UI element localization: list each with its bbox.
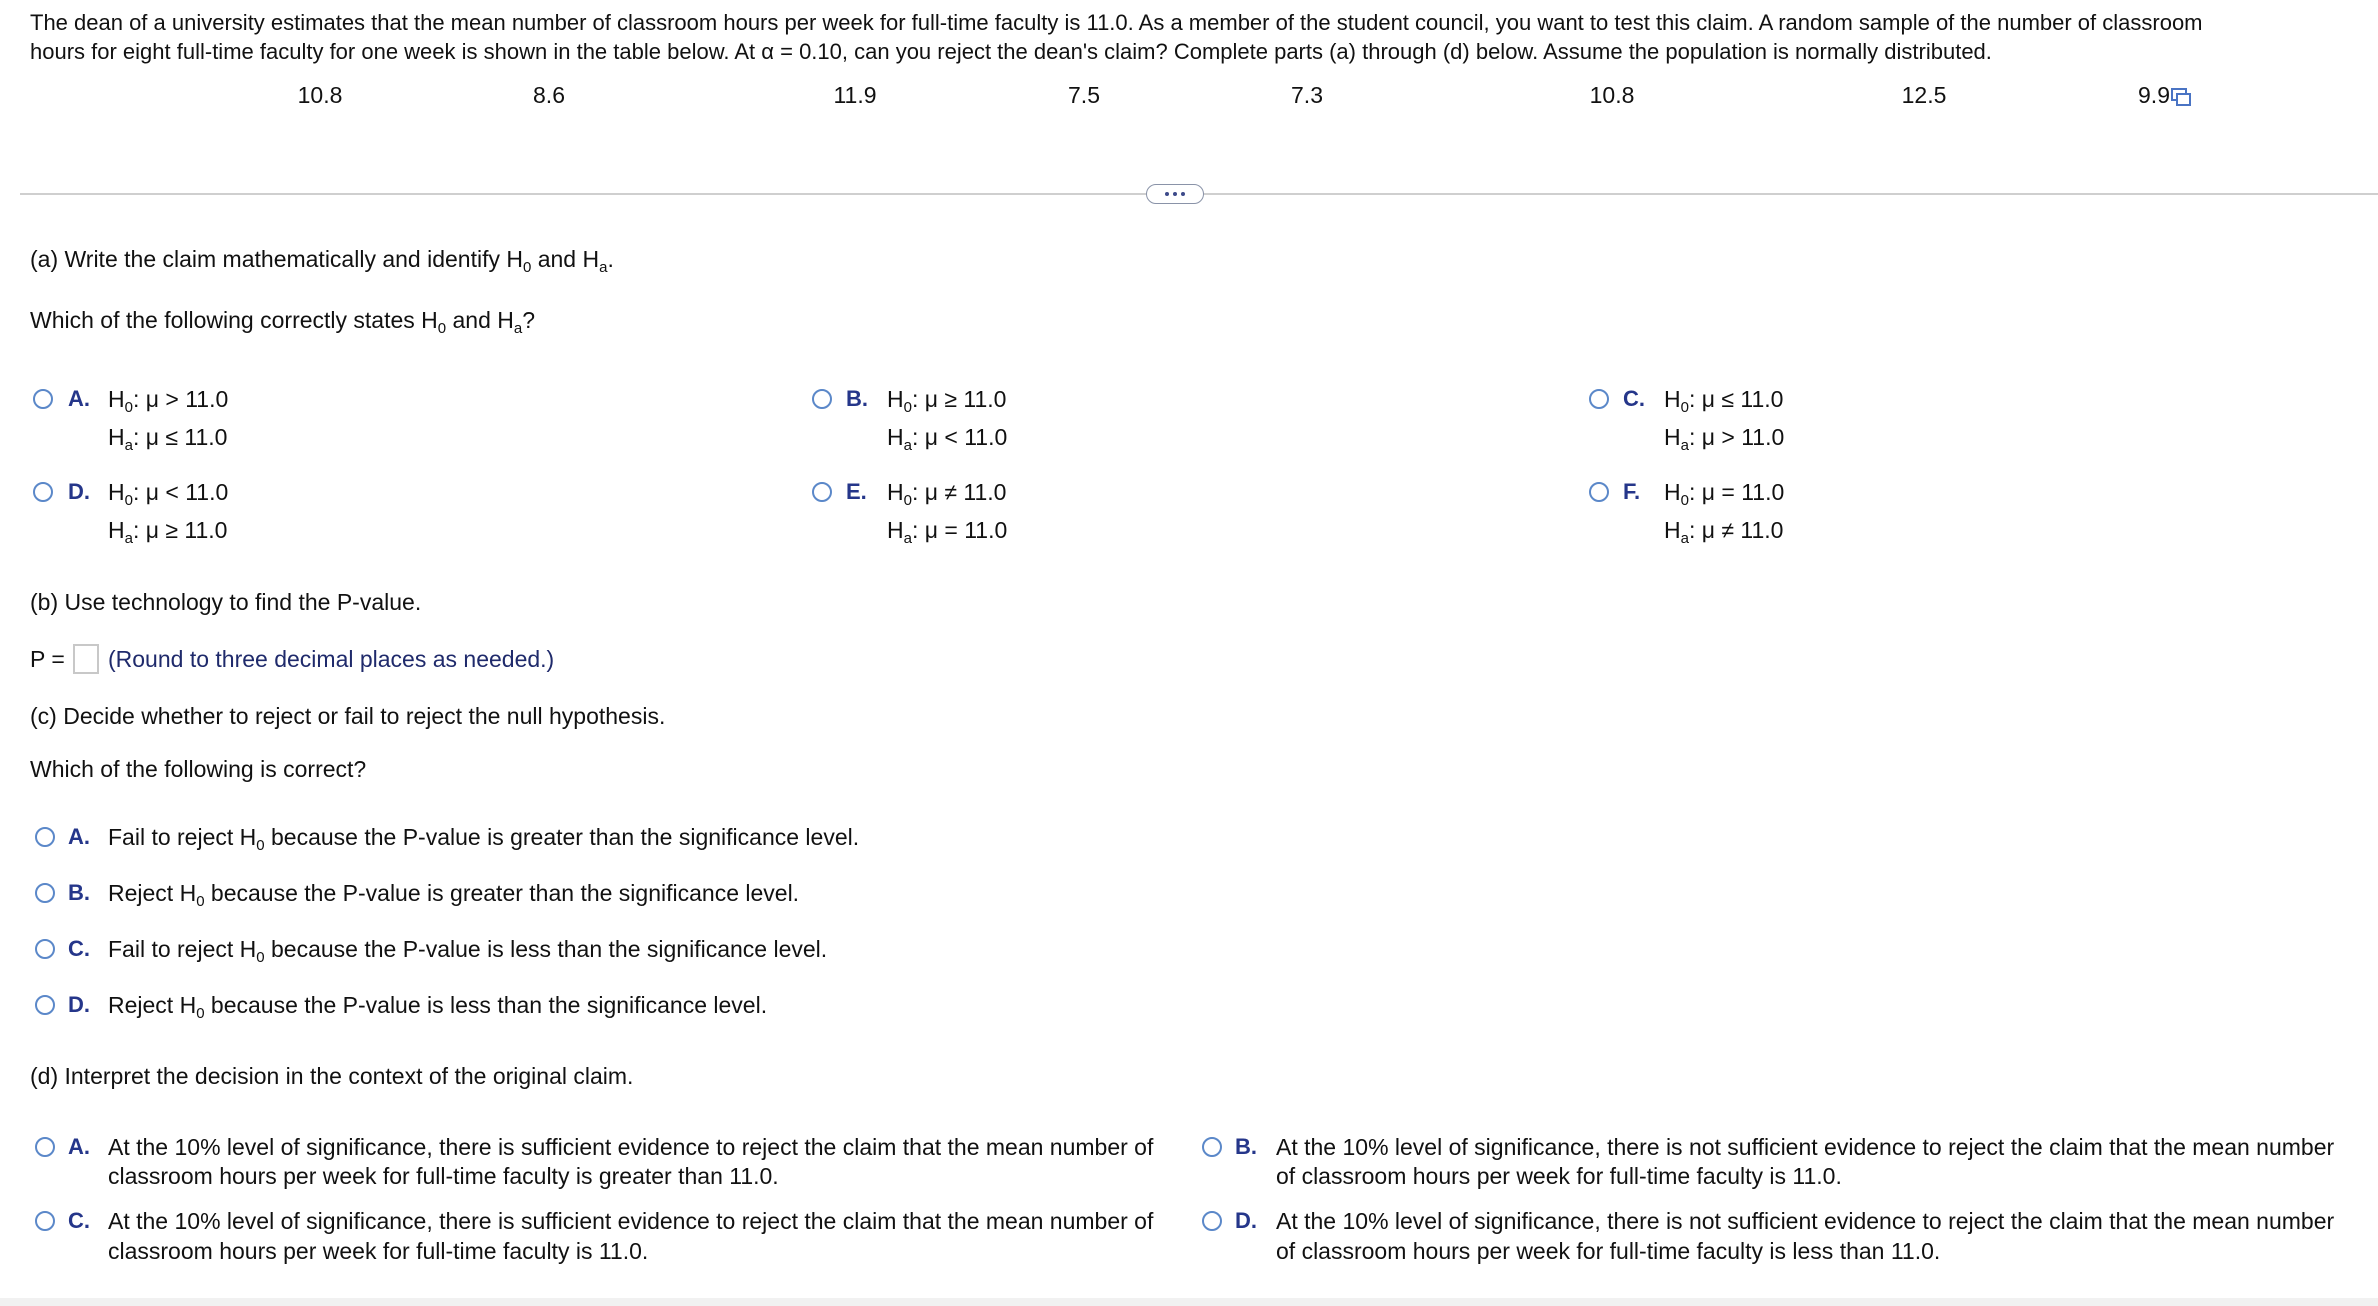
option-h0: $H_0$: μ ≤ 11.0 bbox=[1664, 386, 1784, 416]
part-a-heading: (a) Write the claim mathematically and identify $H_0$ and $H_a$. bbox=[30, 246, 614, 276]
radio-button[interactable] bbox=[33, 482, 53, 502]
option-letter: D. bbox=[68, 992, 90, 1017]
option-h0: $H_0$: μ ≥ 11.0 bbox=[887, 386, 1007, 416]
option-ha: $H_a$: μ = 11.0 bbox=[887, 517, 1008, 547]
option-text-line1: At the 10% level of significance, there is not sufficient evidence to reject the claim that the mean number bbox=[1276, 1208, 2335, 1234]
option-h0: $H_0$: μ < 11.0 bbox=[108, 479, 229, 509]
option-ha: $H_a$: μ < 11.0 bbox=[887, 424, 1008, 454]
bottom-bar bbox=[0, 1298, 2378, 1306]
option-h0: $H_0$: μ > 11.0 bbox=[108, 386, 229, 416]
radio-button[interactable] bbox=[35, 1211, 55, 1231]
data-value: 7.3 bbox=[1291, 82, 1323, 108]
option-letter: C. bbox=[68, 1208, 90, 1233]
radio-button[interactable] bbox=[1589, 389, 1609, 409]
option-text-line2: classroom hours per week for full-time faculty is greater than 11.0. bbox=[108, 1163, 779, 1189]
part-c-heading: (c) Decide whether to reject or fail to reject the null hypothesis. bbox=[30, 703, 666, 729]
data-value: 8.6 bbox=[533, 82, 565, 108]
option-letter: F. bbox=[1623, 479, 1641, 504]
radio-button[interactable] bbox=[1589, 482, 1609, 502]
option-letter: D. bbox=[68, 479, 90, 504]
option-text: Reject $H_0$ because the P-value is less than the significance level. bbox=[108, 992, 768, 1022]
option-letter: C. bbox=[68, 936, 90, 961]
p-value-input[interactable] bbox=[73, 644, 99, 674]
radio-button[interactable] bbox=[33, 389, 53, 409]
part-a-question: Which of the following correctly states $H_0$ and $H_a$? bbox=[30, 307, 536, 337]
radio-button[interactable] bbox=[35, 995, 55, 1015]
radio-button[interactable] bbox=[35, 1137, 55, 1157]
option-ha: $H_a$: μ ≥ 11.0 bbox=[108, 517, 228, 547]
option-text-line2: of classroom hours per week for full-time faculty is less than 11.0. bbox=[1276, 1238, 1941, 1264]
problem-line-1: The dean of a university estimates that the mean number of classroom hours per week for full-time faculty is 11.0. As a member of the student council, you want to test this claim. A random sample of the number of classroom bbox=[30, 10, 2203, 35]
option-letter: A. bbox=[68, 386, 90, 411]
option-text-line1: At the 10% level of significance, there is sufficient evidence to reject the claim that the mean number of bbox=[108, 1208, 1154, 1234]
option-letter: B. bbox=[68, 880, 90, 905]
data-value: 11.9 bbox=[833, 82, 877, 108]
radio-button[interactable] bbox=[1202, 1211, 1222, 1231]
part-c-question: Which of the following is correct? bbox=[30, 756, 367, 782]
option-letter: A. bbox=[68, 1134, 90, 1159]
part-b-heading: (b) Use technology to find the P-value. bbox=[30, 589, 422, 615]
option-text: Fail to reject $H_0$ because the P-value is less than the significance level. bbox=[108, 936, 828, 966]
option-h0: $H_0$: μ = 11.0 bbox=[1664, 479, 1785, 509]
option-ha: $H_a$: μ > 11.0 bbox=[1664, 424, 1785, 454]
option-h0: $H_0$: μ ≠ 11.0 bbox=[887, 479, 1007, 509]
option-letter: A. bbox=[68, 824, 90, 849]
option-text-line2: classroom hours per week for full-time faculty is 11.0. bbox=[108, 1238, 649, 1264]
option-letter: B. bbox=[846, 386, 868, 411]
radio-button[interactable] bbox=[35, 827, 55, 847]
p-value-label: P = bbox=[30, 646, 65, 672]
data-value: 9.9 bbox=[2138, 82, 2170, 108]
option-text: Fail to reject $H_0$ because the P-value is greater than the significance level. bbox=[108, 824, 860, 854]
radio-button[interactable] bbox=[1202, 1137, 1222, 1157]
data-value: 12.5 bbox=[1901, 82, 1947, 108]
rounding-hint: (Round to three decimal places as needed.) bbox=[108, 646, 555, 672]
problem-line-2: hours for eight full-time faculty for one week is shown in the table below. At α = 0.10, can you reject the dean's claim? Complete parts (a) through (d) below. Assume the population is normally distributed. bbox=[30, 39, 1992, 64]
part-d-heading: (d) Interpret the decision in the context of the original claim. bbox=[30, 1063, 634, 1089]
radio-button[interactable] bbox=[35, 883, 55, 903]
option-letter: B. bbox=[1235, 1134, 1257, 1159]
data-value: 7.5 bbox=[1068, 82, 1100, 108]
option-text-line1: At the 10% level of significance, there is not sufficient evidence to reject the claim that the mean number bbox=[1276, 1134, 2335, 1160]
option-ha: $H_a$: μ ≠ 11.0 bbox=[1664, 517, 1784, 547]
option-text-line1: At the 10% level of significance, there is sufficient evidence to reject the claim that the mean number of bbox=[108, 1134, 1154, 1160]
option-letter: E. bbox=[846, 479, 867, 504]
option-letter: C. bbox=[1623, 386, 1645, 411]
option-ha: $H_a$: μ ≤ 11.0 bbox=[108, 424, 228, 454]
radio-button[interactable] bbox=[35, 939, 55, 959]
option-letter: D. bbox=[1235, 1208, 1257, 1233]
copy-icon[interactable] bbox=[2171, 88, 2191, 106]
more-options-icon[interactable] bbox=[1146, 184, 1204, 204]
data-value: 10.8 bbox=[1589, 82, 1635, 108]
option-text-line2: of classroom hours per week for full-time faculty is 11.0. bbox=[1276, 1163, 1842, 1189]
data-value: 10.8 bbox=[297, 82, 343, 108]
radio-button[interactable] bbox=[812, 389, 832, 409]
option-text: Reject $H_0$ because the P-value is greater than the significance level. bbox=[108, 880, 800, 910]
radio-button[interactable] bbox=[812, 482, 832, 502]
